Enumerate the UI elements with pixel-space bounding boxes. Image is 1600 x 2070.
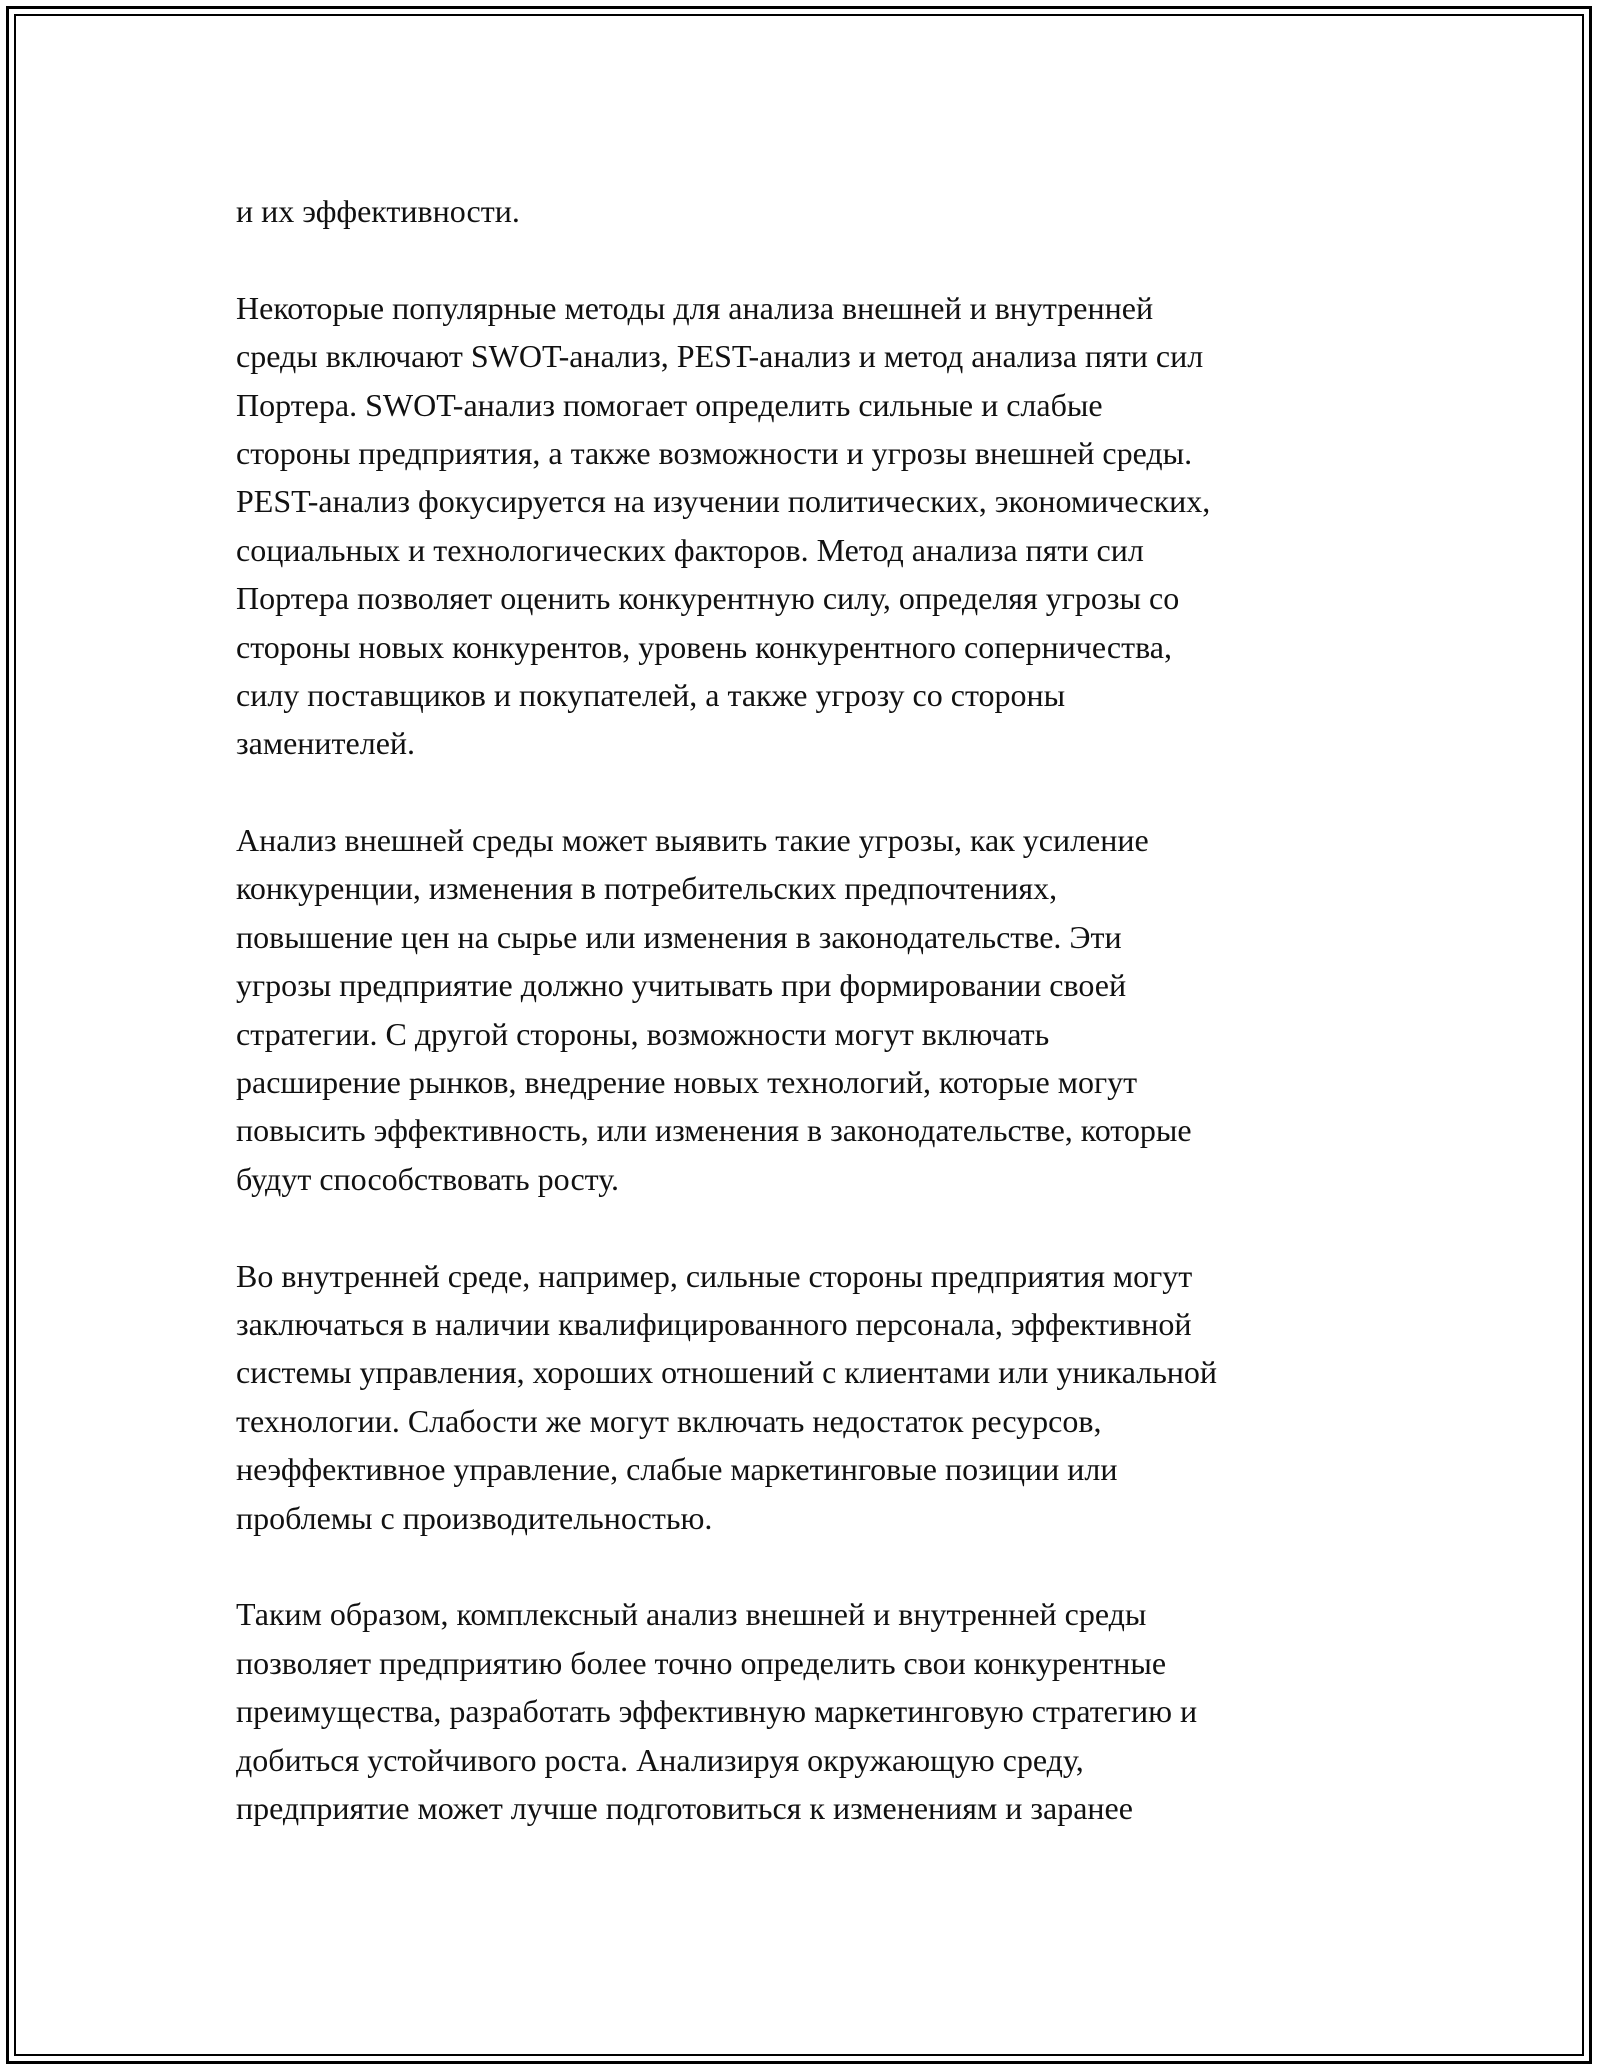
text-line: предприятие может лучше подготовиться к изменениям и заранее [236, 1789, 1133, 1826]
paragraph-4 [236, 1252, 1386, 1542]
paragraph-1 [236, 187, 1386, 235]
document-body [236, 187, 1386, 1832]
text-line: расширение рынков, внедрение новых технологий, которые могут [236, 1064, 1138, 1101]
text-line: Таким образом, комплексный анализ внешней и внутренней среды [236, 1596, 1147, 1633]
paragraph-gap [236, 1542, 1386, 1590]
text-line: угрозы предприятие должно учитывать при формировании своей [236, 967, 1127, 1004]
text-line: Портера позволяет оценить конкурентную силу, определяя угрозы со [236, 580, 1180, 617]
text-line: технологии. Слабости же могут включать недостаток ресурсов, [236, 1402, 1102, 1439]
text-line: преимущества, разработать эффективную маркетинговую стратегию и [236, 1693, 1198, 1730]
text-line: добиться устойчивого роста. Анализируя окружающую среду, [236, 1741, 1084, 1778]
text-line: неэффективное управление, слабые маркетинговые позиции или [236, 1451, 1118, 1488]
text-line: Анализ внешней среды может выявить такие угрозы, как усиление [236, 822, 1149, 859]
text-line: заменителей. [236, 725, 416, 762]
paragraph-3 [236, 816, 1386, 1203]
paragraph-5 [236, 1590, 1386, 1832]
text-line: повышение цен на сырье или изменения в законодательстве. Эти [236, 918, 1122, 955]
text-line: заключаться в наличии квалифицированного персонала, эффективной [236, 1305, 1192, 1342]
paragraph-2 [236, 284, 1386, 768]
text-line: конкуренции, изменения в потребительских предпочтениях, [236, 870, 1058, 907]
text-line: Во внутренней среде, например, сильные стороны предприятия могут [236, 1257, 1193, 1294]
text-line: стороны предприятия, а также возможности и угрозы внешней среды. [236, 434, 1193, 471]
text-line: проблемы с производительностью. [236, 1499, 713, 1536]
paragraph-gap [236, 235, 1386, 283]
paragraph-gap [236, 1203, 1386, 1251]
text-line: повысить эффективность, или изменения в законодательстве, которые [236, 1112, 1192, 1149]
text-line: позволяет предприятию более точно определить свои конкурентные [236, 1644, 1167, 1681]
text-line: силу поставщиков и покупателей, а также угрозу со стороны [236, 676, 1066, 713]
text-line: стратегии. С другой стороны, возможности могут включать [236, 1015, 1050, 1052]
text-line: и их эффективности. [236, 193, 520, 229]
text-line: Портера. SWOT-анализ помогает определить сильные и слабые [236, 386, 1103, 423]
text-line: социальных и технологических факторов. Метод анализа пяти сил [236, 531, 1144, 568]
text-line: Некоторые популярные методы для анализа внешней и внутренней [236, 289, 1154, 326]
text-line: стороны новых конкурентов, уровень конкурентного соперничества, [236, 628, 1172, 665]
text-line: PEST-анализ фокусируется на изучении политических, экономических, [236, 483, 1211, 520]
text-line: будут способствовать росту. [236, 1160, 619, 1197]
paragraph-gap [236, 768, 1386, 816]
text-line: среды включают SWOT-анализ, PEST-анализ и метод анализа пяти сил [236, 338, 1204, 375]
text-line: системы управления, хороших отношений с клиентами или уникальной [236, 1354, 1218, 1391]
